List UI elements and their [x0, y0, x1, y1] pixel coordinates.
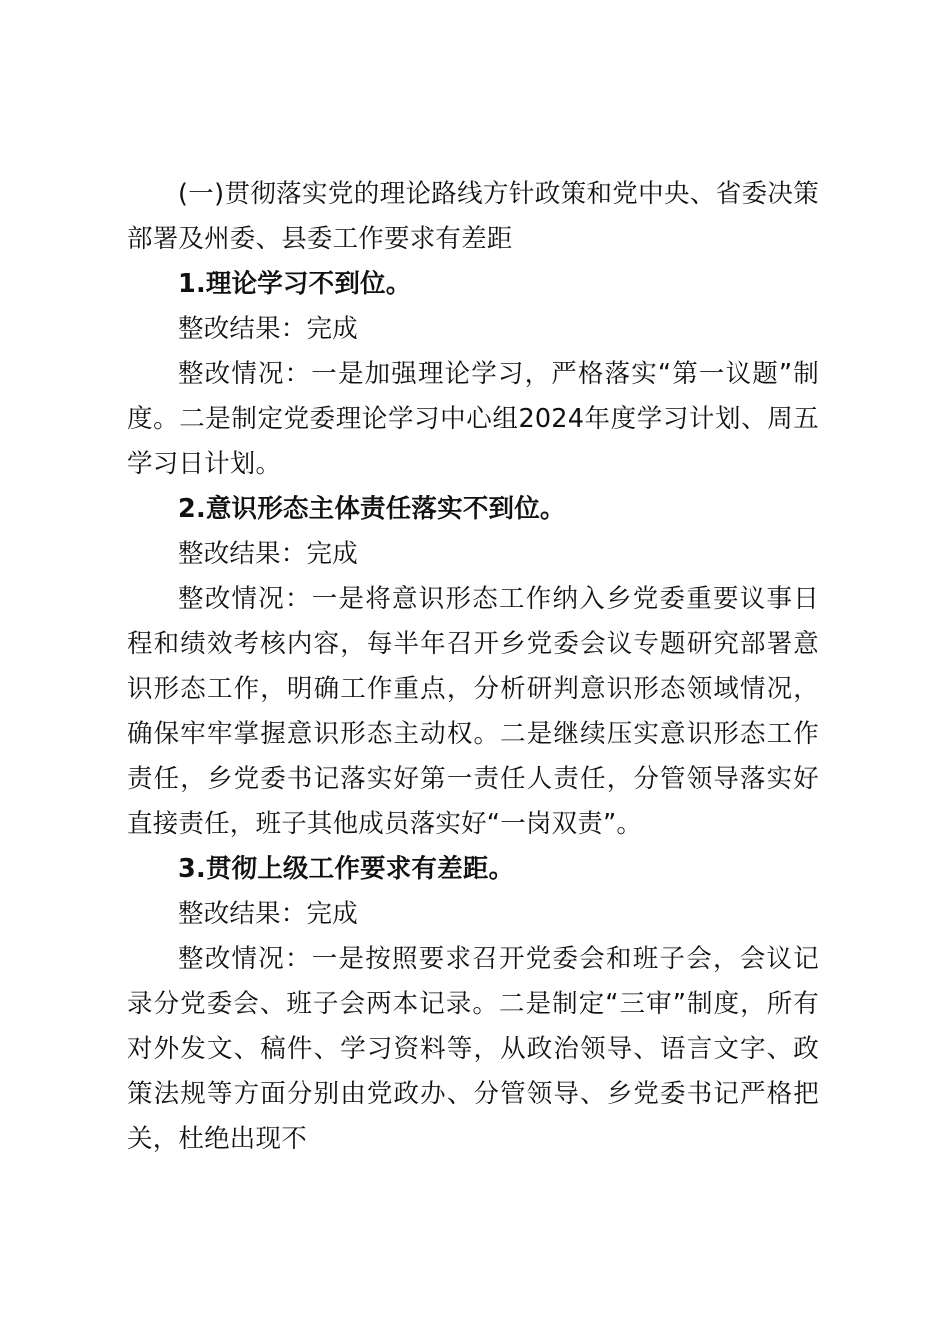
item-3-title: 3.贯彻上级工作要求有差距。	[178, 854, 515, 884]
section-heading: (一)贯彻落实党的理论路线方针政策和党中央、省委决策部署及州委、县委工作要求有差距	[127, 179, 819, 254]
item-2-status: 整改情况：一是将意识形态工作纳入乡党委重要议事日程和绩效考核内容，每半年召开乡党委会议专题研究部署意识形态工作，明确工作重点，分析研判意识形态领域情况，确保牢牢掌握意识形态主动权。二是继续压实意识形态工作责任，乡党委书记落实好第一责任人责任，分管领导落实好直接责任，班子其他成员落实好“一岗双责”。	[127, 584, 819, 839]
item-2-result: 整改结果：完成	[178, 539, 358, 569]
item-3-result: 整改结果：完成	[178, 899, 358, 929]
item-1-title: 1.理论学习不到位。	[178, 269, 412, 299]
item-1-result: 整改结果：完成	[178, 314, 358, 344]
document-body	[127, 172, 819, 1162]
item-1-status: 整改情况：一是加强理论学习，严格落实“第一议题”制度。二是制定党委理论学习中心组2024年度学习计划、周五学习日计划。	[127, 359, 819, 479]
item-2-title: 2.意识形态主体责任落实不到位。	[178, 494, 566, 524]
item-3-status: 整改情况：一是按照要求召开党委会和班子会，会议记录分党委会、班子会两本记录。二是制定“三审”制度，所有对外发文、稿件、学习资料等，从政治领导、语言文字、政策法规等方面分别由党政办、分管领导、乡党委书记严格把关，杜绝出现不	[127, 944, 819, 1154]
